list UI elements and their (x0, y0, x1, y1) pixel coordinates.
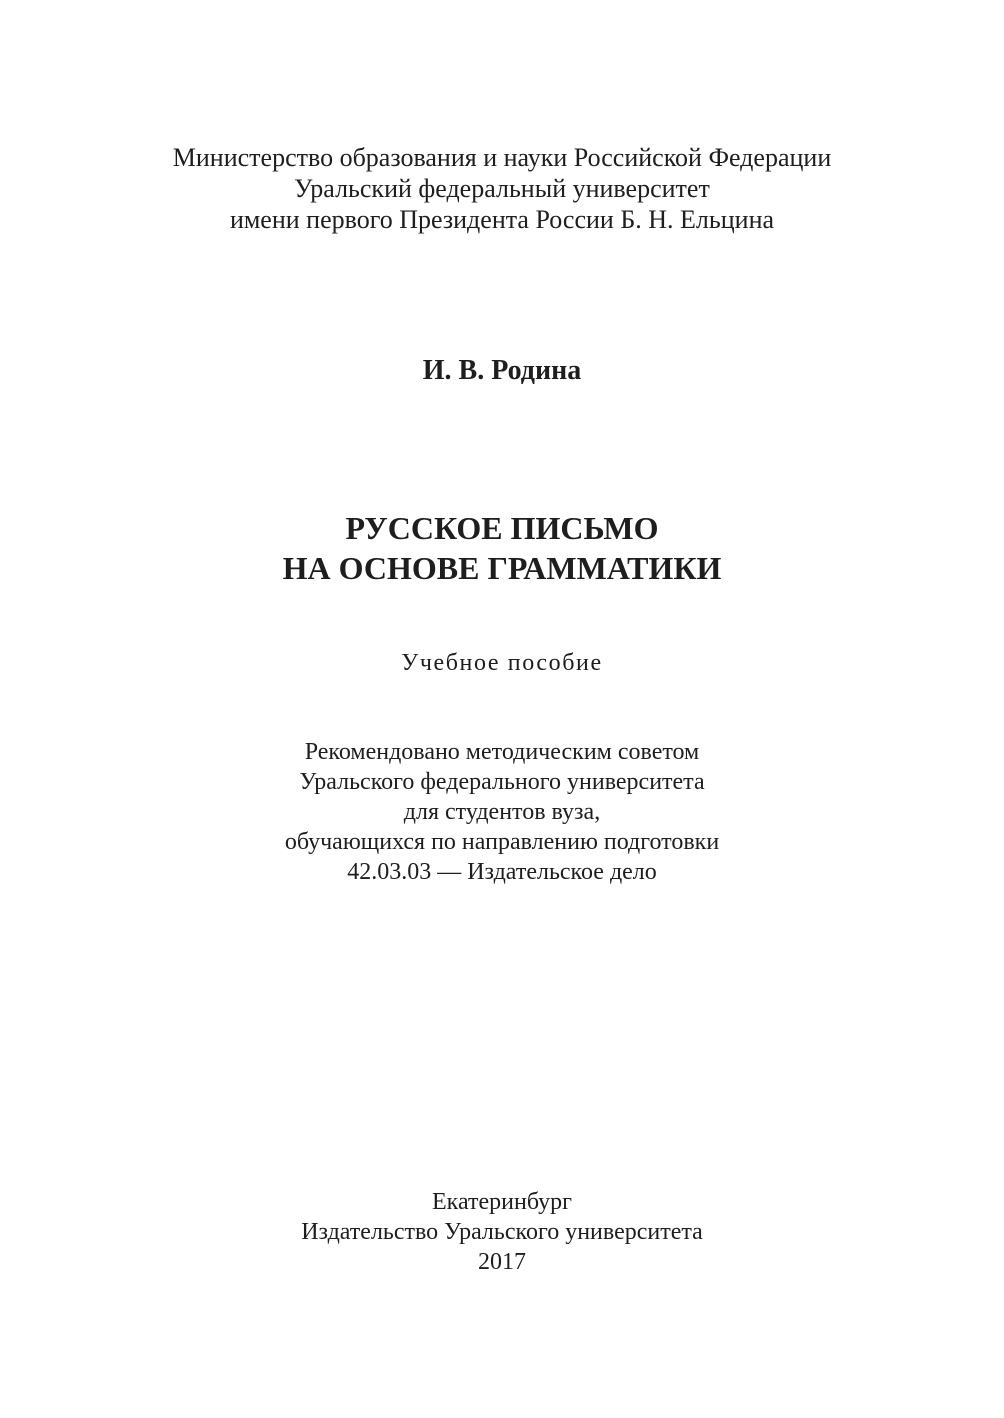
recommendation-line-2: Уральского федерального университета (299, 769, 705, 795)
book-title-line-1: РУССКОЕ ПИСЬМО (345, 510, 659, 546)
recommendation-line-4: обучающихся по направлению подготовки (284, 829, 720, 855)
university-dedication-line: имени первого Президента России Б. Н. Ельцина (229, 205, 775, 234)
author-name: И. В. Родина (422, 355, 582, 386)
publication-imprint (0, 1187, 1004, 1277)
university-line: Уральский федеральный университет (294, 174, 710, 203)
imprint-city: Екатеринбург (432, 1189, 572, 1215)
recommendation-line-3: для студентов вуза, (403, 799, 601, 825)
recommendation-line-5: 42.03.03 — Издательское дело (347, 859, 657, 885)
imprint-publisher: Издательство Уральского университета (301, 1219, 703, 1245)
book-subtitle: Учебное пособие (401, 650, 603, 676)
institution-header (0, 142, 1004, 235)
recommendation-note (0, 737, 1004, 887)
ministry-line: Министерство образования и науки Российской Федерации (172, 143, 832, 172)
book-title-line-2: НА ОСНОВЕ ГРАММАТИКИ (282, 550, 722, 586)
imprint-year: 2017 (478, 1249, 526, 1275)
recommendation-line-1: Рекомендовано методическим советом (304, 739, 700, 765)
book-title (0, 508, 1004, 588)
